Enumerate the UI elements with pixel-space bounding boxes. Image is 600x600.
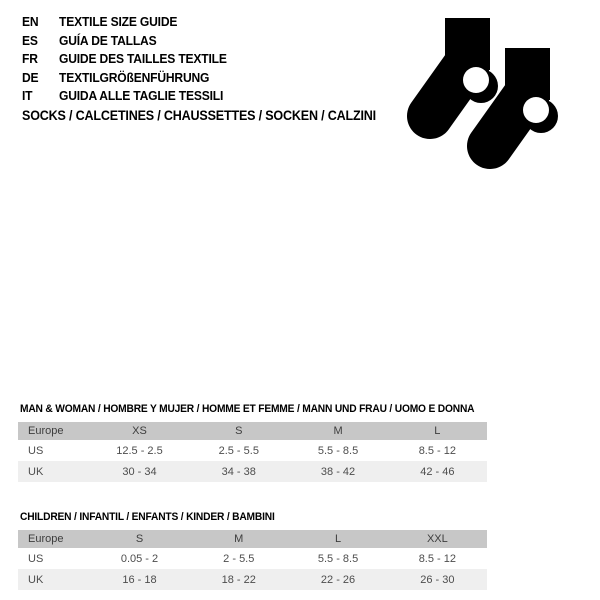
language-label: TEXTILGRÖßENFÜHRUNG [59, 69, 210, 85]
column-header-l: L [388, 422, 487, 440]
column-header-xs: XS [90, 422, 189, 440]
cell-value: 0.05 - 2 [120, 552, 159, 565]
cell-value: 8.5 - 12 [418, 552, 456, 565]
table-header-row [18, 422, 487, 440]
cell-value: 2 - 5.5 [223, 552, 255, 565]
language-label: GUÍA DE TALLAS [59, 32, 157, 48]
table-row-uk [18, 569, 487, 590]
size-table-children [18, 511, 487, 590]
language-code: ES [22, 32, 38, 48]
row-label: UK [28, 465, 44, 478]
language-list [22, 13, 239, 106]
category-title [22, 108, 403, 123]
size-table-adult [18, 403, 487, 482]
row-label: US [28, 444, 44, 457]
table-header-row [18, 530, 487, 548]
cell-value: 38 - 42 [320, 465, 356, 478]
language-code: DE [22, 69, 39, 85]
column-header-l: L [288, 530, 387, 548]
size-table-adult-title-text: MAN & WOMAN / HOMBRE Y MUJER / HOMME ET FEMME / MANN UND FRAU / UOMO E DONNA [20, 403, 475, 415]
row-label: UK [28, 573, 44, 586]
column-header-m: M [288, 422, 387, 440]
column-header-region: Europe [18, 530, 90, 548]
category-title-text: SOCKS / CALCETINES / CHAUSSETTES / SOCKEN / CALZINI [22, 108, 376, 123]
column-header-m: M [189, 530, 288, 548]
cell-value: 5.5 - 8.5 [317, 444, 359, 457]
table-row-uk [18, 461, 487, 482]
table-row-us [18, 548, 487, 569]
socks-icon [393, 0, 573, 185]
cell-value: 18 - 22 [221, 573, 256, 586]
column-header-xxl: XXL [388, 530, 487, 548]
size-table-children-title [20, 511, 487, 523]
size-table-children-grid [18, 530, 487, 590]
language-code: IT [22, 88, 33, 103]
cell-value: 2.5 - 5.5 [218, 444, 259, 457]
size-table-adult-grid [18, 422, 487, 482]
column-header-s: S [189, 422, 288, 440]
language-label: GUIDE DES TAILLES TEXTILE [59, 51, 227, 66]
language-row-it [22, 87, 239, 106]
cell-value: 26 - 30 [420, 573, 455, 586]
size-table-children-title-text: CHILDREN / INFANTIL / ENFANTS / KINDER / BAMBINI [20, 511, 275, 523]
cell-value: 22 - 26 [320, 573, 356, 586]
cell-value: 42 - 46 [420, 465, 455, 478]
language-code: EN [22, 14, 39, 29]
language-row-en [22, 13, 239, 32]
column-header-region: Europe [18, 422, 90, 440]
language-row-es [22, 32, 239, 51]
cell-value: 34 - 38 [221, 465, 256, 478]
table-row-us [18, 440, 487, 461]
cell-value: 8.5 - 12 [418, 444, 456, 457]
cell-value: 12.5 - 2.5 [116, 444, 163, 457]
language-label: GUIDA ALLE TAGLIE TESSILI [59, 88, 224, 103]
language-row-de [22, 69, 239, 88]
sock-glyph [430, 18, 498, 116]
column-header-s: S [90, 530, 189, 548]
row-label: US [28, 552, 44, 565]
language-code: FR [22, 51, 38, 66]
cell-value: 16 - 18 [122, 573, 157, 586]
language-row-fr [22, 50, 239, 69]
cell-value: 5.5 - 8.5 [317, 552, 359, 565]
cell-value: 30 - 34 [122, 465, 157, 478]
size-table-adult-title [20, 403, 487, 415]
language-label: TEXTILE SIZE GUIDE [59, 14, 178, 29]
